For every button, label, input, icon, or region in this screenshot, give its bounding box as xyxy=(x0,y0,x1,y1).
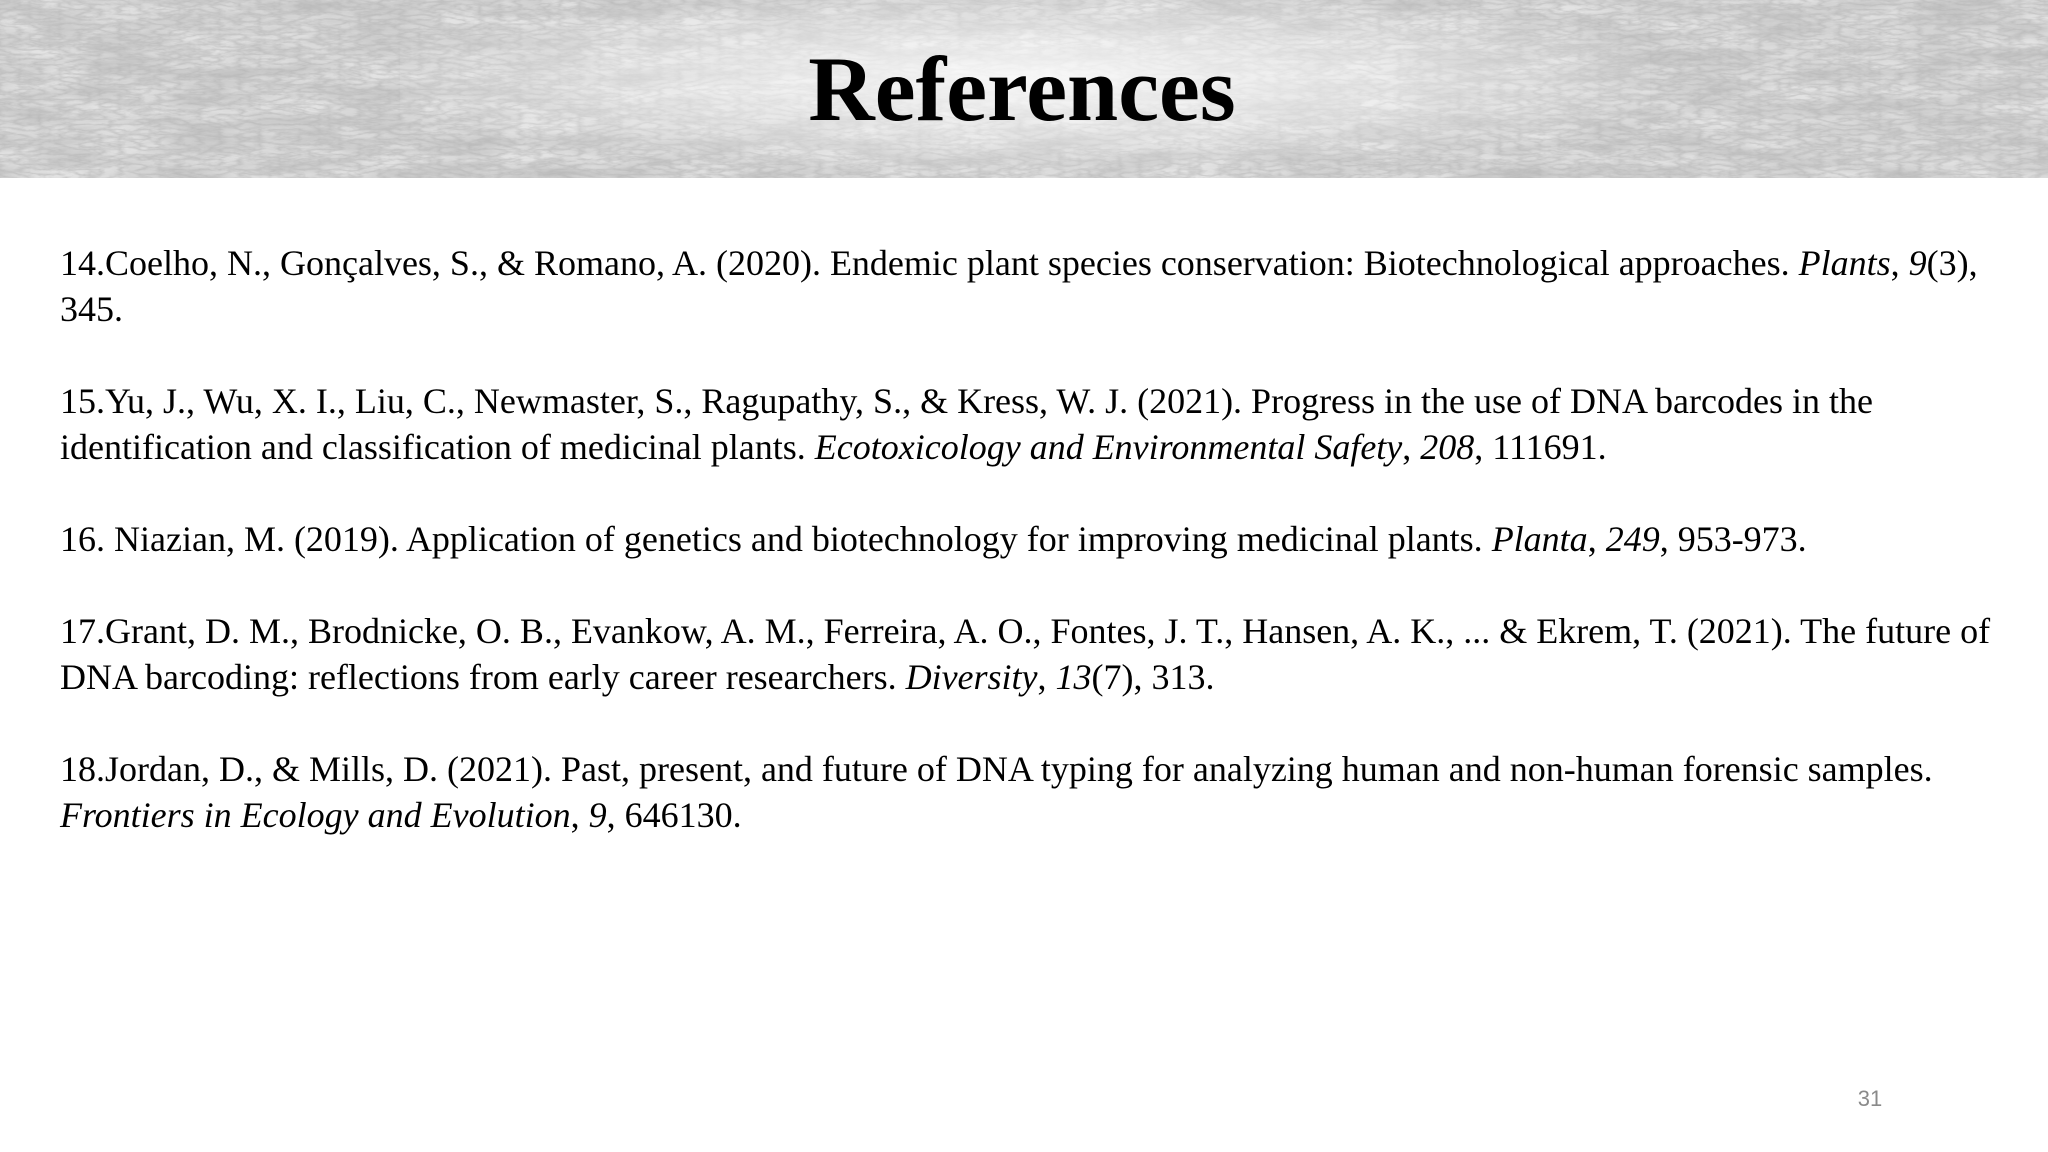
reference-pages: , 646130. xyxy=(606,795,742,835)
reference-entry xyxy=(60,746,2020,838)
reference-pages: , 111691. xyxy=(1474,427,1607,467)
journal-name: Diversity xyxy=(905,657,1038,697)
reference-text: 17.Grant, D. M., Brodnicke, O. B., Evankow, A. M., Ferreira, A. O., Fontes, J. T., Hansen, A. K., ... & Ekrem, T. (2021). The future of DNA barcoding: reflections from early career researchers. xyxy=(60,611,1991,697)
reference-list xyxy=(60,240,2020,884)
marble-header-band xyxy=(0,0,2048,178)
reference-text: 18.Jordan, D., & Mills, D. (2021). Past, present, and future of DNA typing for analyzing human and non-human forensic samples. xyxy=(60,749,1933,789)
reference-separator: , xyxy=(570,795,589,835)
journal-name: Ecotoxicology and Environmental Safety xyxy=(814,427,1403,467)
reference-pages: (3), 345. xyxy=(60,243,1978,329)
journal-name: Frontiers in Ecology and Evolution xyxy=(60,795,571,835)
reference-text: 16. Niazian, M. (2019). Application of genetics and biotechnology for improving medicinal plants. xyxy=(60,519,1492,559)
volume-number: 9 xyxy=(588,795,607,835)
page-number: 31 xyxy=(1857,1086,1883,1111)
volume-number: 13 xyxy=(1055,657,1092,697)
journal-name: Plants xyxy=(1798,243,1891,283)
volume-number: 249 xyxy=(1605,519,1660,559)
reference-separator: , xyxy=(1037,657,1056,697)
reference-pages: (7), 313. xyxy=(1091,657,1215,697)
volume-number: 9 xyxy=(1908,243,1927,283)
reference-entry xyxy=(60,240,2020,332)
reference-separator: , xyxy=(1587,519,1606,559)
journal-name: Planta xyxy=(1491,519,1588,559)
reference-separator: , xyxy=(1890,243,1909,283)
reference-text: 14.Coelho, N., Gonçalves, S., & Romano, A. (2020). Endemic plant species conservation: Biotechnological approaches. xyxy=(60,243,1799,283)
reference-pages: , 953-973. xyxy=(1659,519,1807,559)
reference-entry xyxy=(60,516,2020,562)
reference-entry xyxy=(60,608,2020,700)
reference-entry xyxy=(60,378,2020,470)
reference-separator: , xyxy=(1402,427,1421,467)
slide-title: References xyxy=(808,38,1236,140)
reference-text: 15.Yu, J., Wu, X. I., Liu, C., Newmaster, S., Ragupathy, S., & Kress, W. J. (2021). Progress in the use of DNA barcodes in the identification and classification of medicinal plants. xyxy=(60,381,1873,467)
volume-number: 208 xyxy=(1420,427,1475,467)
